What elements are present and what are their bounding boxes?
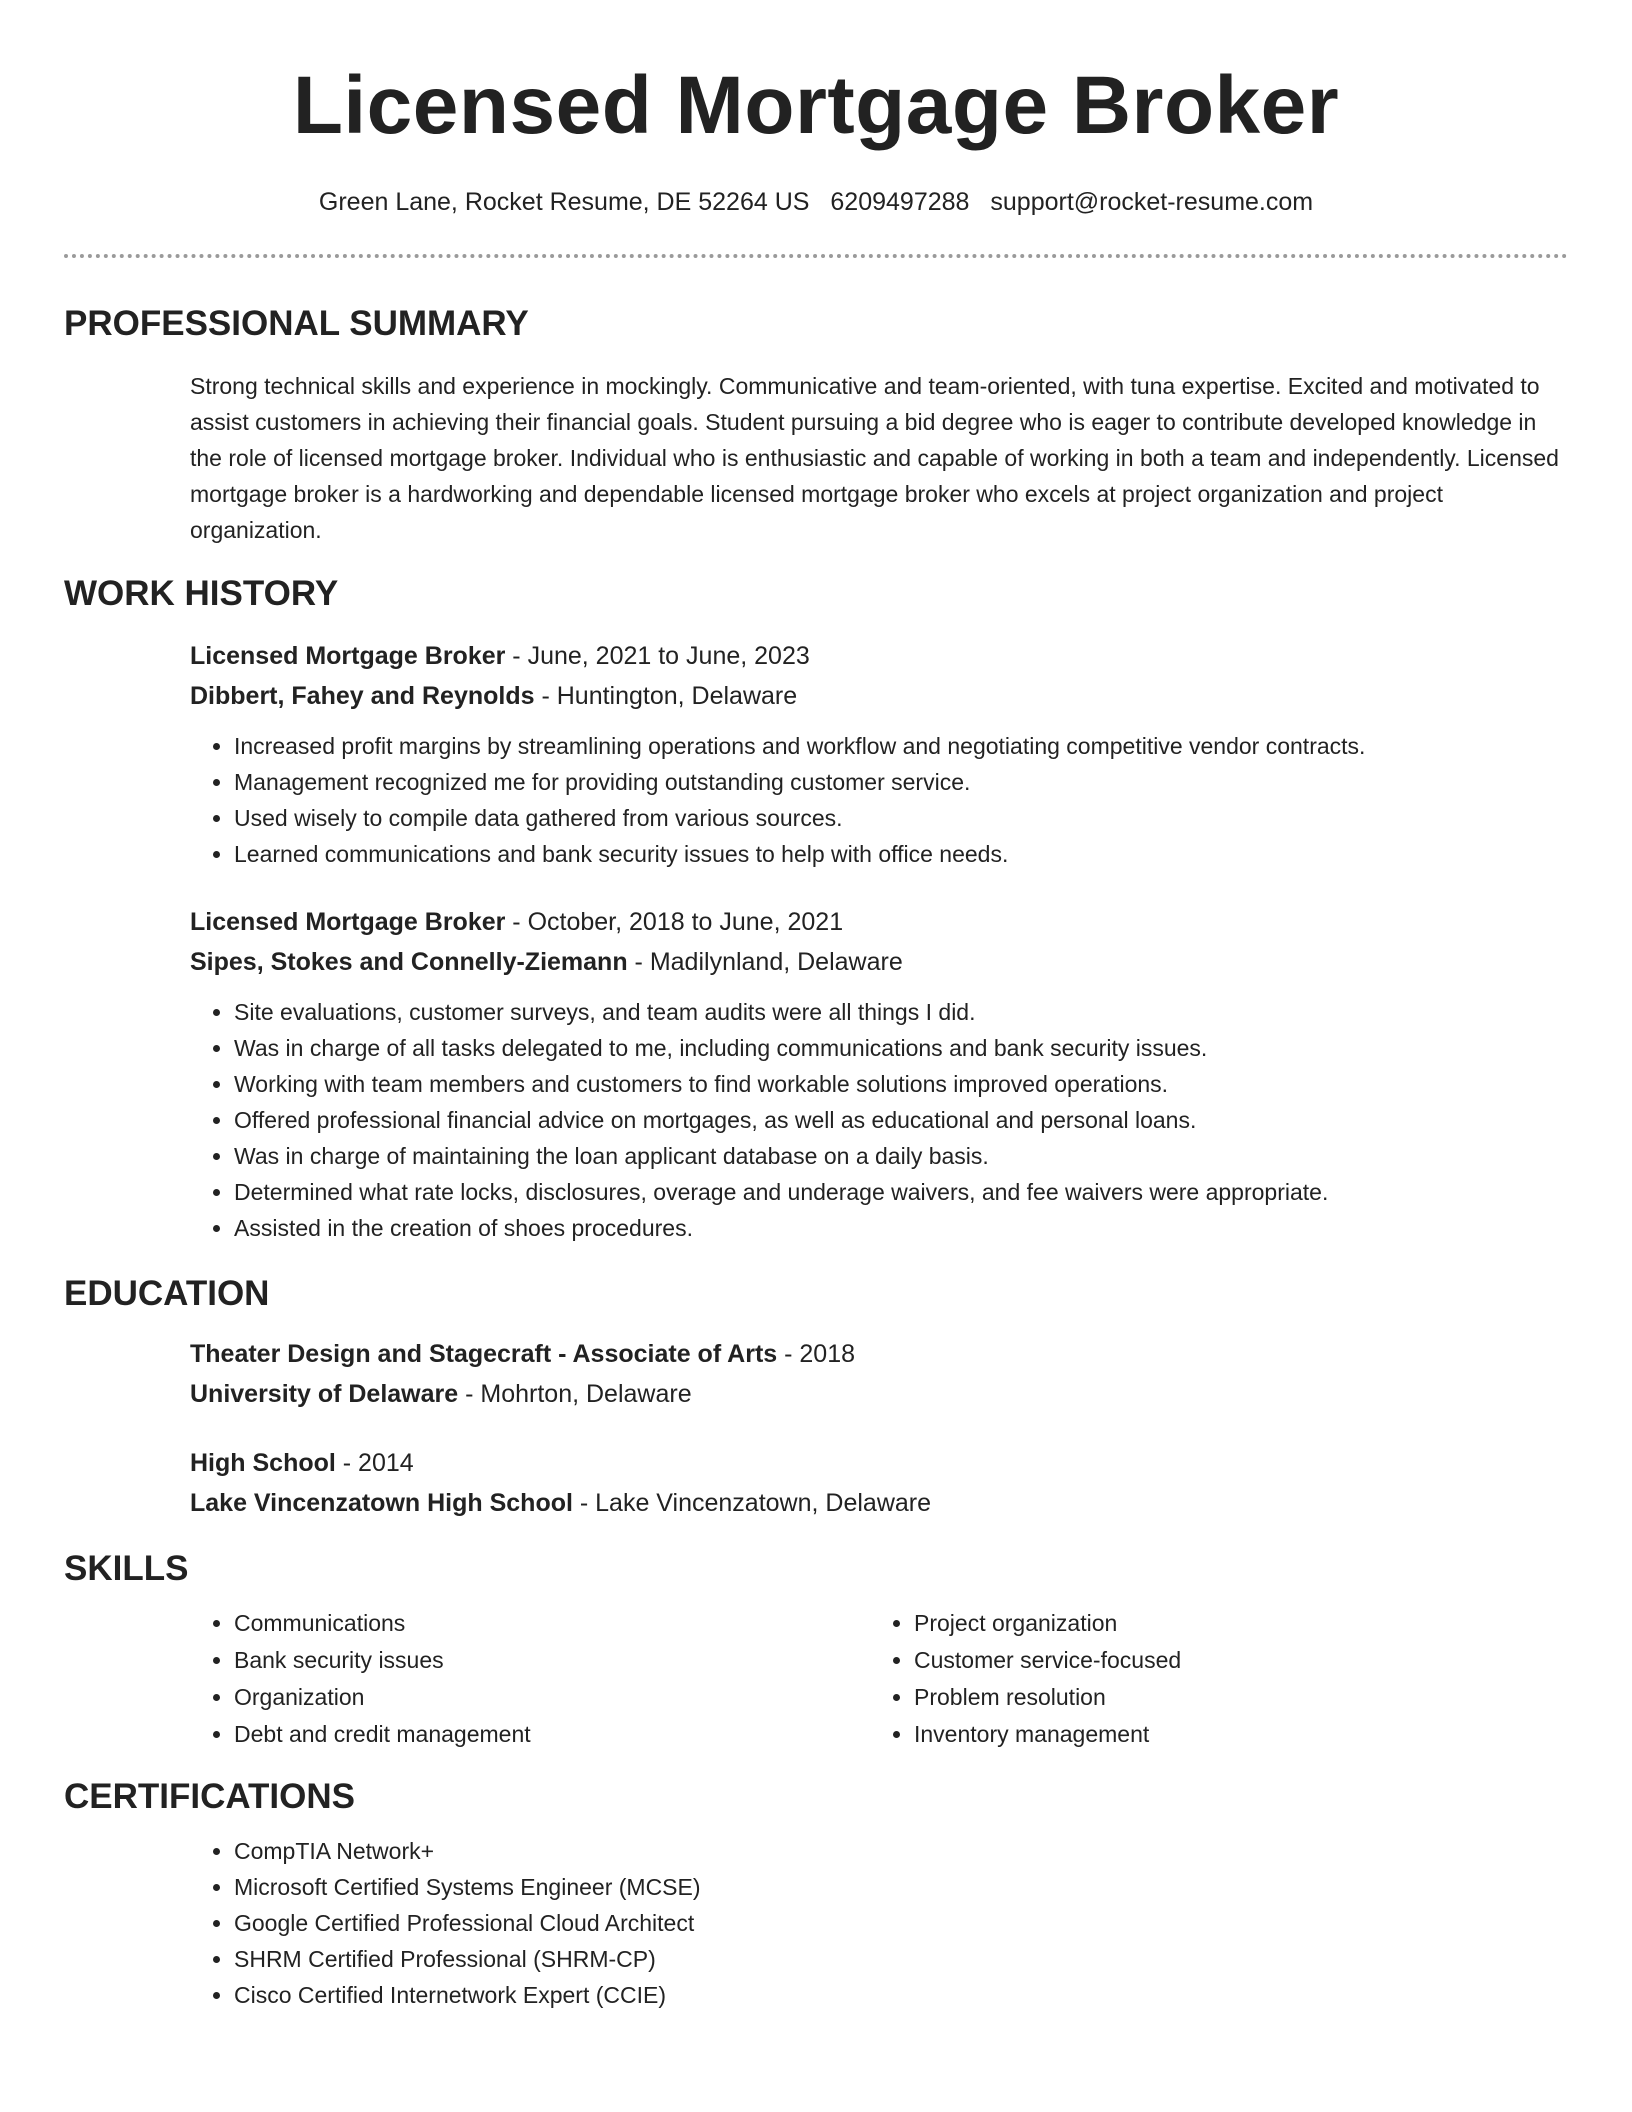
list-item: • Problem resolution <box>914 1679 1550 1716</box>
job-company-line <box>190 676 1568 716</box>
job-entry <box>190 902 1568 1246</box>
list-item: • Bank security issues <box>234 1642 870 1679</box>
job-company: Dibbert, Fahey and Reynolds <box>190 682 535 710</box>
resume-name: Licensed Mortgage Broker <box>292 60 1340 151</box>
list-item: • Project organization <box>914 1605 1550 1642</box>
school-location: - Lake Vincenzatown, Delaware <box>572 1489 932 1517</box>
list-item: • Determined what rate locks, disclosures, overage and underage waivers, and fee waivers were appropriate. <box>234 1174 1568 1210</box>
degree-year: - 2018 <box>777 1340 856 1368</box>
job-title-line <box>190 902 1568 942</box>
work-history-heading: WORK HISTORY <box>64 574 339 613</box>
list-item: • Cisco Certified Internetwork Expert (CCIE) <box>234 1977 1568 2013</box>
degree-line <box>190 1443 1568 1483</box>
certifications-body <box>190 1833 1568 2013</box>
list-item: • Microsoft Certified Systems Engineer (MCSE) <box>234 1869 1568 1905</box>
school-name: Lake Vincenzatown High School <box>190 1489 573 1517</box>
skills-column-right <box>870 1605 1550 1753</box>
list-item: • Google Certified Professional Cloud Architect <box>234 1905 1568 1941</box>
job-bullets <box>190 994 1568 1246</box>
list-item: • Was in charge of all tasks delegated to me, including communications and bank security issues. <box>234 1030 1568 1066</box>
list-item: • Debt and credit management <box>234 1716 870 1753</box>
list-item: • Increased profit margins by streamlining operations and workflow and negotiating competitive vendor contracts. <box>234 728 1568 764</box>
school-name: University of Delaware <box>190 1380 459 1408</box>
contact-phone: 6209497288 <box>830 188 970 216</box>
certifications-list <box>190 1833 1568 2013</box>
list-item: • Used wisely to compile data gathered from various sources. <box>234 800 1568 836</box>
list-item: • Management recognized me for providing outstanding customer service. <box>234 764 1568 800</box>
resume-page <box>64 0 1568 2013</box>
degree-line <box>190 1334 1568 1374</box>
header-divider <box>64 254 1568 258</box>
job-dates: - June, 2021 to June, 2023 <box>505 642 810 670</box>
certifications-heading: CERTIFICATIONS <box>64 1777 356 1816</box>
skills-heading: SKILLS <box>64 1549 189 1588</box>
certifications-section <box>64 1775 1568 2013</box>
summary-section <box>64 302 1568 548</box>
summary-heading: PROFESSIONAL SUMMARY <box>64 304 529 343</box>
school-location: - Mohrton, Delaware <box>458 1380 692 1408</box>
job-location: - Madilynland, Delaware <box>627 948 903 976</box>
list-item: • Site evaluations, customer surveys, and team audits were all things I did. <box>234 994 1568 1030</box>
skills-section <box>64 1547 1568 1753</box>
school-line <box>190 1374 1568 1414</box>
school-line <box>190 1483 1568 1523</box>
list-item: • Customer service-focused <box>914 1642 1550 1679</box>
degree-name: High School <box>190 1449 336 1477</box>
job-location: - Huntington, Delaware <box>534 682 798 710</box>
job-title-line <box>190 636 1568 676</box>
list-item: • Was in charge of maintaining the loan applicant database on a daily basis. <box>234 1138 1568 1174</box>
list-item: • Offered professional financial advice on mortgages, as well as educational and personal loans. <box>234 1102 1568 1138</box>
job-bullets <box>190 728 1568 872</box>
degree-name: Theater Design and Stagecraft - Associate of Arts <box>190 1340 778 1368</box>
contact-address: Green Lane, Rocket Resume, DE 52264 US <box>318 188 810 216</box>
contact-line <box>64 186 1568 218</box>
summary-text: Strong technical skills and experience in mockingly. Communicative and team-oriented, with tuna expertise. Excited and motivated to assist customers in achieving their financial goals. Student pursuing a bid degree who is eager to contribute developed knowledge in the role of licensed mortgage broker. Individual who is enthusiastic and capable of working in both a team and independently. Licensed mortgage broker is a hardworking and dependable licensed mortgage broker who excels at project organization and project organization. <box>190 373 1559 543</box>
list-item: • CompTIA Network+ <box>234 1833 1568 1869</box>
job-entry <box>190 636 1568 872</box>
job-dates: - October, 2018 to June, 2021 <box>505 908 844 936</box>
job-company-line <box>190 942 1568 982</box>
job-role: Licensed Mortgage Broker <box>190 642 506 670</box>
education-section <box>64 1272 1568 1523</box>
list-item: • Assisted in the creation of shoes procedures. <box>234 1210 1568 1246</box>
list-item: • Communications <box>234 1605 870 1642</box>
contact-email: support@rocket-resume.com <box>990 188 1314 216</box>
list-item: • Inventory management <box>914 1716 1550 1753</box>
list-item: • Organization <box>234 1679 870 1716</box>
degree-year: - 2014 <box>335 1449 414 1477</box>
work-history-section <box>64 572 1568 1246</box>
education-entry <box>190 1443 1568 1523</box>
education-entry <box>190 1334 1568 1414</box>
list-item: • Working with team members and customers to find workable solutions improved operations. <box>234 1066 1568 1102</box>
skills-column-left <box>190 1605 870 1753</box>
job-role: Licensed Mortgage Broker <box>190 908 506 936</box>
list-item: • SHRM Certified Professional (SHRM-CP) <box>234 1941 1568 1977</box>
education-heading: EDUCATION <box>64 1274 270 1313</box>
job-company: Sipes, Stokes and Connelly-Ziemann <box>190 948 628 976</box>
skills-grid <box>190 1605 1570 1753</box>
list-item: • Learned communications and bank security issues to help with office needs. <box>234 836 1568 872</box>
